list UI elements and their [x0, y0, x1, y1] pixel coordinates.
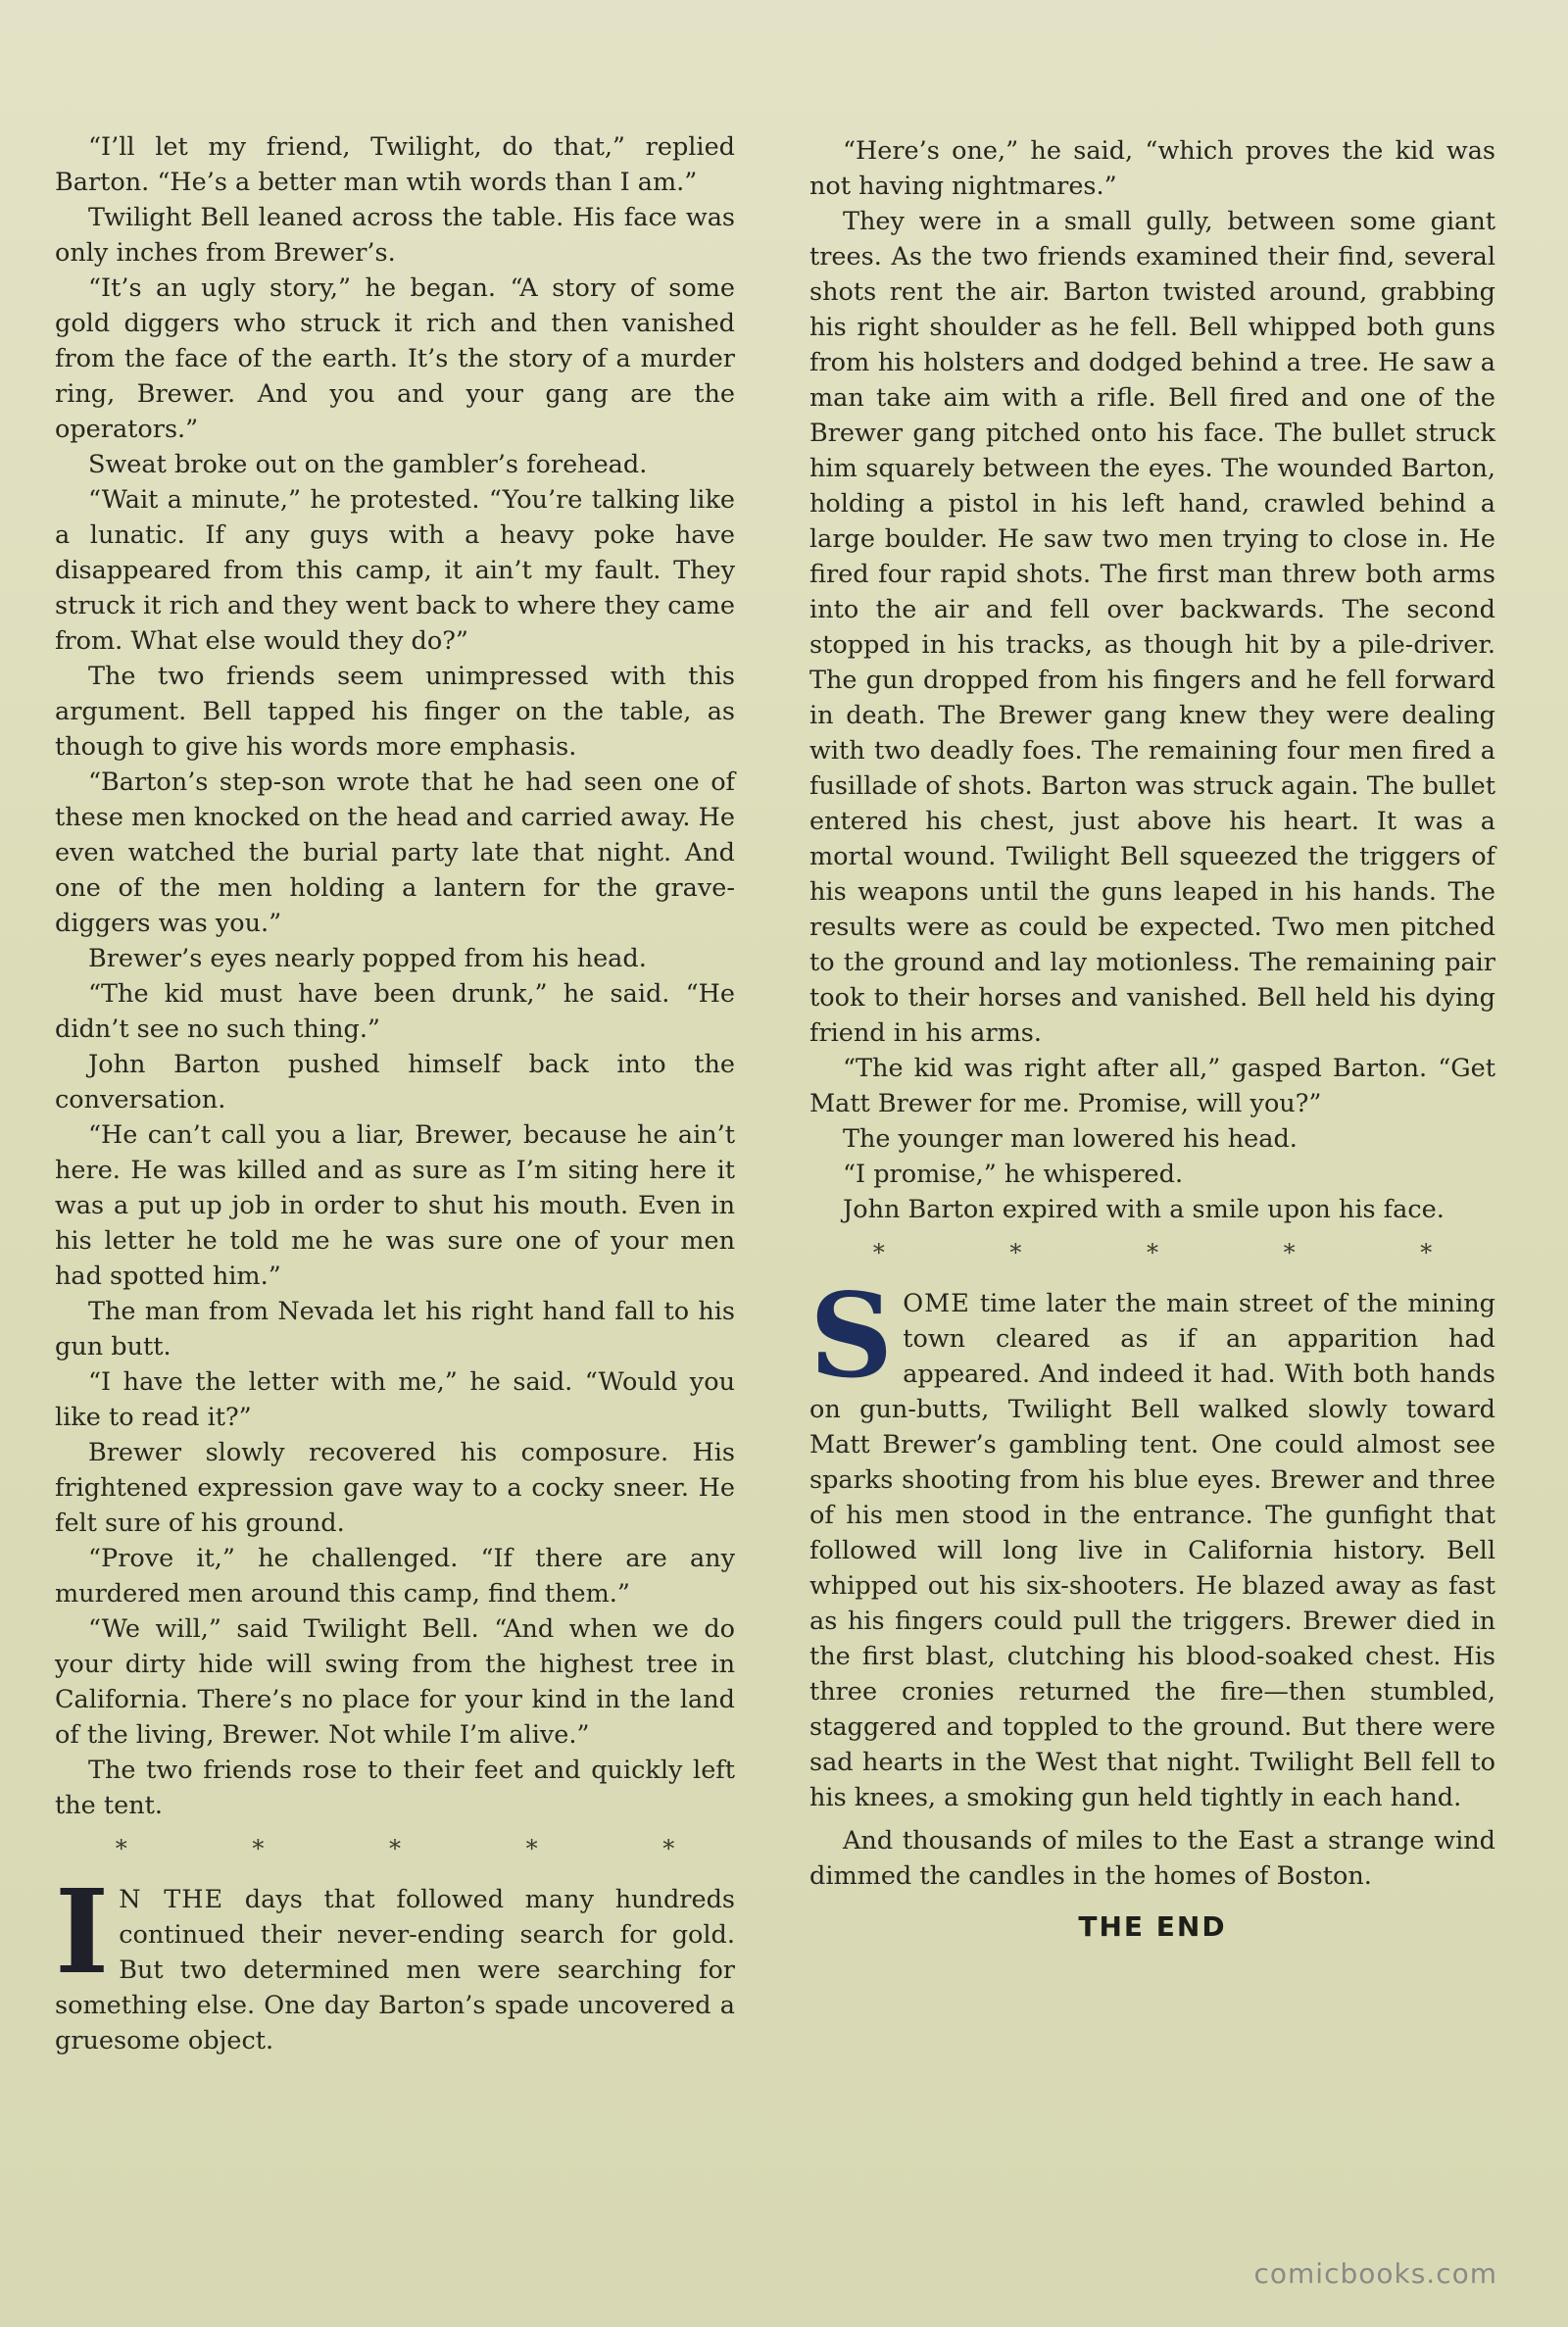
paragraph: Brewer’s eyes nearly popped from his head. [88, 944, 647, 973]
paragraph: The younger man lowered his head. [843, 1124, 1298, 1154]
paragraph: “The kid was right after all,” gasped Barton. “Get Matt Brewer for me. Promise, will you?” [809, 1054, 1495, 1118]
paragraph: The two friends seem unimpressed with this argument. Bell tapped his finger on the table, as though to give his words more emphasis. [55, 662, 735, 762]
drop-cap: I [55, 1863, 110, 2000]
paragraph: They were in a small gully, between some giant trees. As the two friends examined their find, several shots rent the air. Barton twisted around, grabbing his right shoulder as he fell. Bell whipped both guns from his holsters and dodged behind a tree. He saw a man take aim with a rifle. Bell fired and one of the Brewer gang pitched onto his face. The bullet struck him squarely between the eyes. The wounded Barton, holding a pistol in his left hand, crawled behind a large boulder. He saw two men trying to close in. He fired four rapid shots. The first man threw both arms into the air and fell over backwards. The second stopped in his tracks, as though hit by a pile-driver. The gun dropped from his fingers and he fell forward in death. The Brewer gang knew they were dealing with two deadly foes. The remaining four men fired a fusillade of shots. Barton was struck again. The bullet entered his chest, just above his heart. It was a mortal wound. Twilight Bell squeezed the triggers of his weapons until the guns leaped in his hands. The results were as could be expected. Two men pitched to the ground and lay motionless. The remaining pair took to their horses and vanished. Bell held his dying friend in his arms. [809, 207, 1495, 1048]
paragraph: “Barton’s step-son wrote that he had seen one of these men knocked on the head and carried away. He even watched the burial party late that night. And one of the men holding a lantern for the grave-diggers was you.” [55, 767, 735, 938]
paragraph: “He can’t call you a liar, Brewer, because he ain’t here. He was killed and as sure as I’m siting here it was a put up job in order to shut his mouth. Even in his letter he told me he was sure one of your men had spotted him.” [55, 1120, 735, 1291]
paragraph-text: days that followed many hundreds continued their never-ending search for gold. But two determined men were searching for something else. One day Barton’s spade uncovered a gruesome object. [55, 1885, 735, 2055]
section-opening-paragraph [55, 1863, 735, 2058]
paragraph: John Barton pushed himself back into the conversation. [55, 1050, 735, 1114]
paragraph: “Wait a minute,” he protested. “You’re talking like a lunatic. If any guys with a heavy poke have disappeared from this camp, it ain’t my fault. They struck it rich and they went back to where they came from. What else would they do?” [55, 485, 735, 656]
paragraph: Twilight Bell leaned across the table. His face was only inches from Brewer’s. [55, 203, 735, 268]
paragraph: “Prove it,” he challenged. “If there are any murdered men around this camp, find them.” [55, 1544, 735, 1609]
paragraph: “I have the letter with me,” he said. “Would you like to read it?” [55, 1367, 735, 1432]
paragraph: “Here’s one,” he said, “which proves the kid was not having nightmares.” [809, 136, 1495, 201]
paragraph-text: time later the main street of the mining town cleared as if an apparition had appeared. And indeed it had. With both hands on gun-butts, Twilight Bell walked slowly toward Matt Brewer’s gambling tent. One could almost see sparks shooting from his blue eyes. Brewer and three of his men stood in the entrance. The gunfight that followed will long live in California history. Bell whipped out his six-shooters. He blazed away as fast as his fingers could pull the triggers. Brewer died in the first blast, clutching his blood-soaked chest. His three cronies returned the fire—then stumbled, staggered and toppled to the ground. But there were sad hearts in the West that night. Twilight Bell fell to his knees, a smoking gun held tightly in each hand. [809, 1289, 1495, 1812]
paragraph: “It’s an ugly story,” he began. “A story of some gold diggers who struck it rich and then vanished from the face of the earth. It’s the story of a murder ring, Brewer. And you and your gang are the operators.” [55, 273, 735, 444]
the-end-label: THE END [1078, 1910, 1227, 1943]
closing-paragraph: And thousands of miles to the East a strange wind dimmed the candles in the homes of Boston. [809, 1826, 1495, 1891]
section-opening-paragraph [809, 1267, 1495, 1815]
paragraph: Brewer slowly recovered his composure. His frightened expression gave way to a cocky sneer. He felt sure of his ground. [55, 1438, 735, 1538]
paragraph: John Barton expired with a smile upon his face. [843, 1195, 1445, 1224]
paragraph: The two friends rose to their feet and quickly left the tent. [55, 1756, 735, 1820]
section-separator: * * * * * [872, 1239, 1492, 1266]
section-separator: * * * * * [115, 1835, 734, 1862]
paragraph: “I’ll let my friend, Twilight, do that,” replied Barton. “He’s a better man wtih words than I am.” [55, 132, 735, 197]
drop-cap: S [809, 1267, 894, 1404]
paragraph: Sweat broke out on the gambler’s forehead. [88, 450, 648, 479]
lead-in: N THE [119, 1885, 224, 1914]
paragraph: “We will,” said Twilight Bell. “And when we do your dirty hide will swing from the highest tree in California. There’s no place for your kind in the land of the living, Brewer. Not while I’m alive.” [55, 1614, 735, 1750]
paragraph: “The kid must have been drunk,” he said. “He didn’t see no such thing.” [55, 979, 735, 1044]
paragraph: The man from Nevada let his right hand fall to his gun butt. [55, 1297, 735, 1362]
left-column [55, 129, 735, 2058]
right-column [809, 133, 1495, 1945]
watermark: comicbooks.com [1253, 2257, 1497, 2290]
lead-in: OME [903, 1289, 970, 1318]
paragraph: “I promise,” he whispered. [843, 1160, 1184, 1189]
